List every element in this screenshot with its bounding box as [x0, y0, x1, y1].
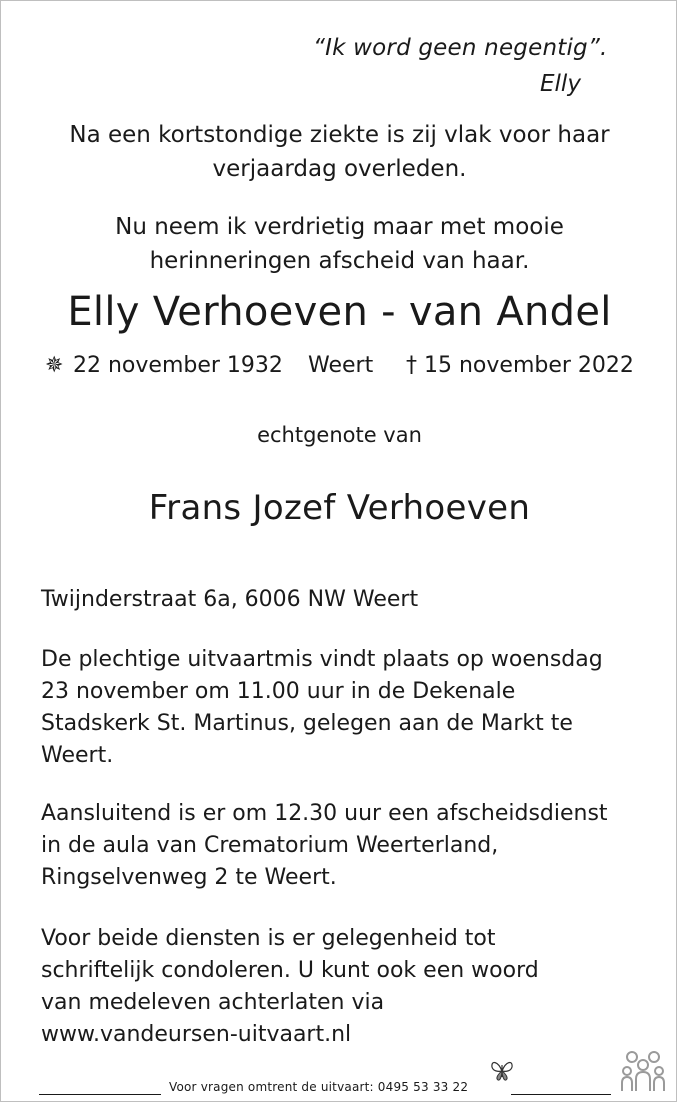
mass-line: Weert.: [41, 743, 114, 768]
intro-line-3: Nu neem ik verdrietig maar met mooie: [115, 214, 564, 240]
relation-label: echtgenote van: [257, 423, 422, 447]
intro-line-4: herinneringen afscheid van haar.: [149, 248, 530, 274]
footer-contact: Voor vragen omtrent de uitvaart: 0495 53 33 22: [169, 1080, 469, 1094]
death-cross-icon: †: [406, 353, 417, 378]
farewell-line: in de aula van Crematorium Weerterland,: [41, 833, 499, 858]
family-logo-icon: [618, 1047, 668, 1097]
address: Twijnderstraat 6a, 6006 NW Weert: [41, 587, 419, 612]
footer-divider-left: [39, 1094, 161, 1095]
deceased-name: Elly Verhoeven - van Andel: [67, 289, 612, 335]
death-date: 15 november 2022: [424, 353, 634, 378]
quote-author: Elly: [540, 71, 581, 97]
intro-line-2: verjaardag overleden.: [212, 156, 467, 182]
footer-divider-right: [511, 1094, 611, 1095]
quote-text: “Ik word geen negentig”.: [313, 35, 608, 61]
condolence-line: schriftelijk condoleren. U kunt ook een woord: [41, 958, 539, 983]
condolence-line: van medeleven achterlaten via: [41, 990, 385, 1015]
farewell-line: Ringselvenweg 2 te Weert.: [41, 865, 337, 890]
birth-date: 22 november 1932: [73, 353, 283, 378]
mass-line: 23 november om 11.00 uur in de Dekenale: [41, 679, 516, 704]
birth-icon: ✵: [45, 353, 64, 378]
spouse-name: Frans Jozef Verhoeven: [148, 488, 531, 528]
butterfly-icon: [489, 1057, 515, 1087]
intro-line-1: Na een kortstondige ziekte is zij vlak voor haar: [69, 122, 610, 148]
mass-line: Stadskerk St. Martinus, gelegen aan de Markt te: [41, 711, 573, 736]
place-of-residence: Weert: [308, 353, 374, 378]
mass-line: De plechtige uitvaartmis vindt plaats op woensdag: [41, 647, 603, 672]
condolence-line: Voor beide diensten is er gelegenheid tot: [41, 926, 496, 951]
website-link[interactable]: www.vandeursen-uitvaart.nl: [41, 1022, 352, 1047]
farewell-line: Aansluitend is er om 12.30 uur een afscheidsdienst: [41, 801, 608, 826]
farewell-paragraph: [41, 798, 661, 894]
condolence-paragraph: [41, 923, 661, 1051]
mass-paragraph: [41, 644, 661, 772]
